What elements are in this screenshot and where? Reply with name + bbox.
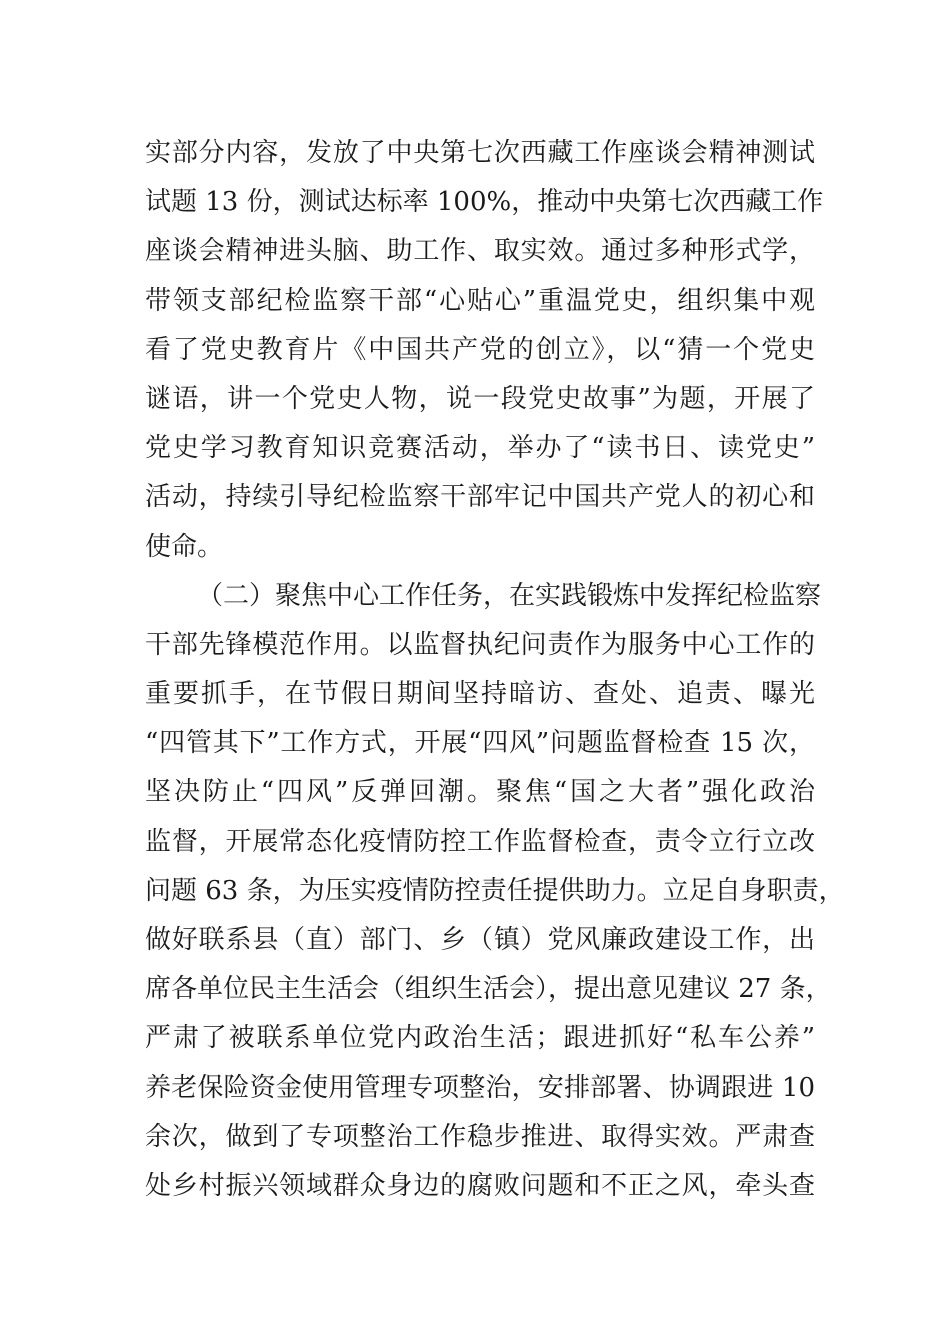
paragraph-line: 谜语，讲一个党史人物，说一段党史故事”为题，开展了 — [145, 383, 815, 414]
paragraph-line: 养老保险资金使用管理专项整治，安排部署、协调跟进 10 — [145, 1072, 815, 1103]
paragraph-line: 席各单位民主生活会（组织生活会），提出意见建议 27 条， — [145, 974, 832, 1005]
paragraph-line: 带领支部纪检监察干部“心贴心”重温党史，组织集中观 — [145, 285, 815, 316]
paragraph-line: 重要抓手，在节假日期间坚持暗访、查处、追责、曝光 — [145, 679, 815, 710]
paragraph-line: 看了党史教育片《中国共产党的创立》，以“猜一个党史 — [145, 334, 815, 365]
paragraph-line: 使命。 — [145, 531, 224, 562]
paragraph-line: 问题 63 条，为压实疫情防控责任提供助力。立足自身职责， — [145, 875, 845, 906]
section-heading-line: （二）聚焦中心工作任务，在实践锻炼中发挥纪检监察 — [197, 580, 822, 611]
paragraph-line: 余次，做到了专项整治工作稳步推进、取得实效。严肃查 — [145, 1121, 815, 1152]
paragraph-line: 座谈会精神进头脑、助工作、取实效。通过多种形式学， — [145, 236, 815, 267]
paragraph-line: 活动，持续引导纪检监察干部牢记中国共产党人的初心和 — [145, 482, 815, 513]
paragraph-line: 试题 13 份，测试达标率 100%，推动中央第七次西藏工作 — [145, 187, 824, 218]
paragraph-line: 做好联系县（直）部门、乡（镇）党风廉政建设工作，出 — [145, 925, 815, 955]
paragraph-line: 干部先锋模范作用。以监督执纪问责作为服务中心工作的 — [145, 629, 815, 660]
paragraph-line: 党史学习教育知识竞赛活动，举办了“读书日、读党史” — [145, 433, 815, 464]
paragraph-line: 实部分内容，发放了中央第七次西藏工作座谈会精神测试 — [145, 138, 815, 168]
paragraph-line: 监督，开展常态化疫情防控工作监督检查，责令立行立改 — [145, 826, 815, 857]
document-body — [145, 129, 845, 1211]
paragraph-line: 严肃了被联系单位党内政治生活；跟进抓好“私车公养” — [145, 1023, 815, 1054]
paragraph-line: “四管其下”工作方式，开展“四风”问题监督检查 15 次， — [145, 728, 815, 759]
paragraph-line: 处乡村振兴领域群众身边的腐败问题和不正之风，牵头查 — [145, 1170, 815, 1201]
paragraph-line: 坚决防止“四风”反弹回潮。聚焦“国之大者”强化政治 — [145, 777, 815, 808]
